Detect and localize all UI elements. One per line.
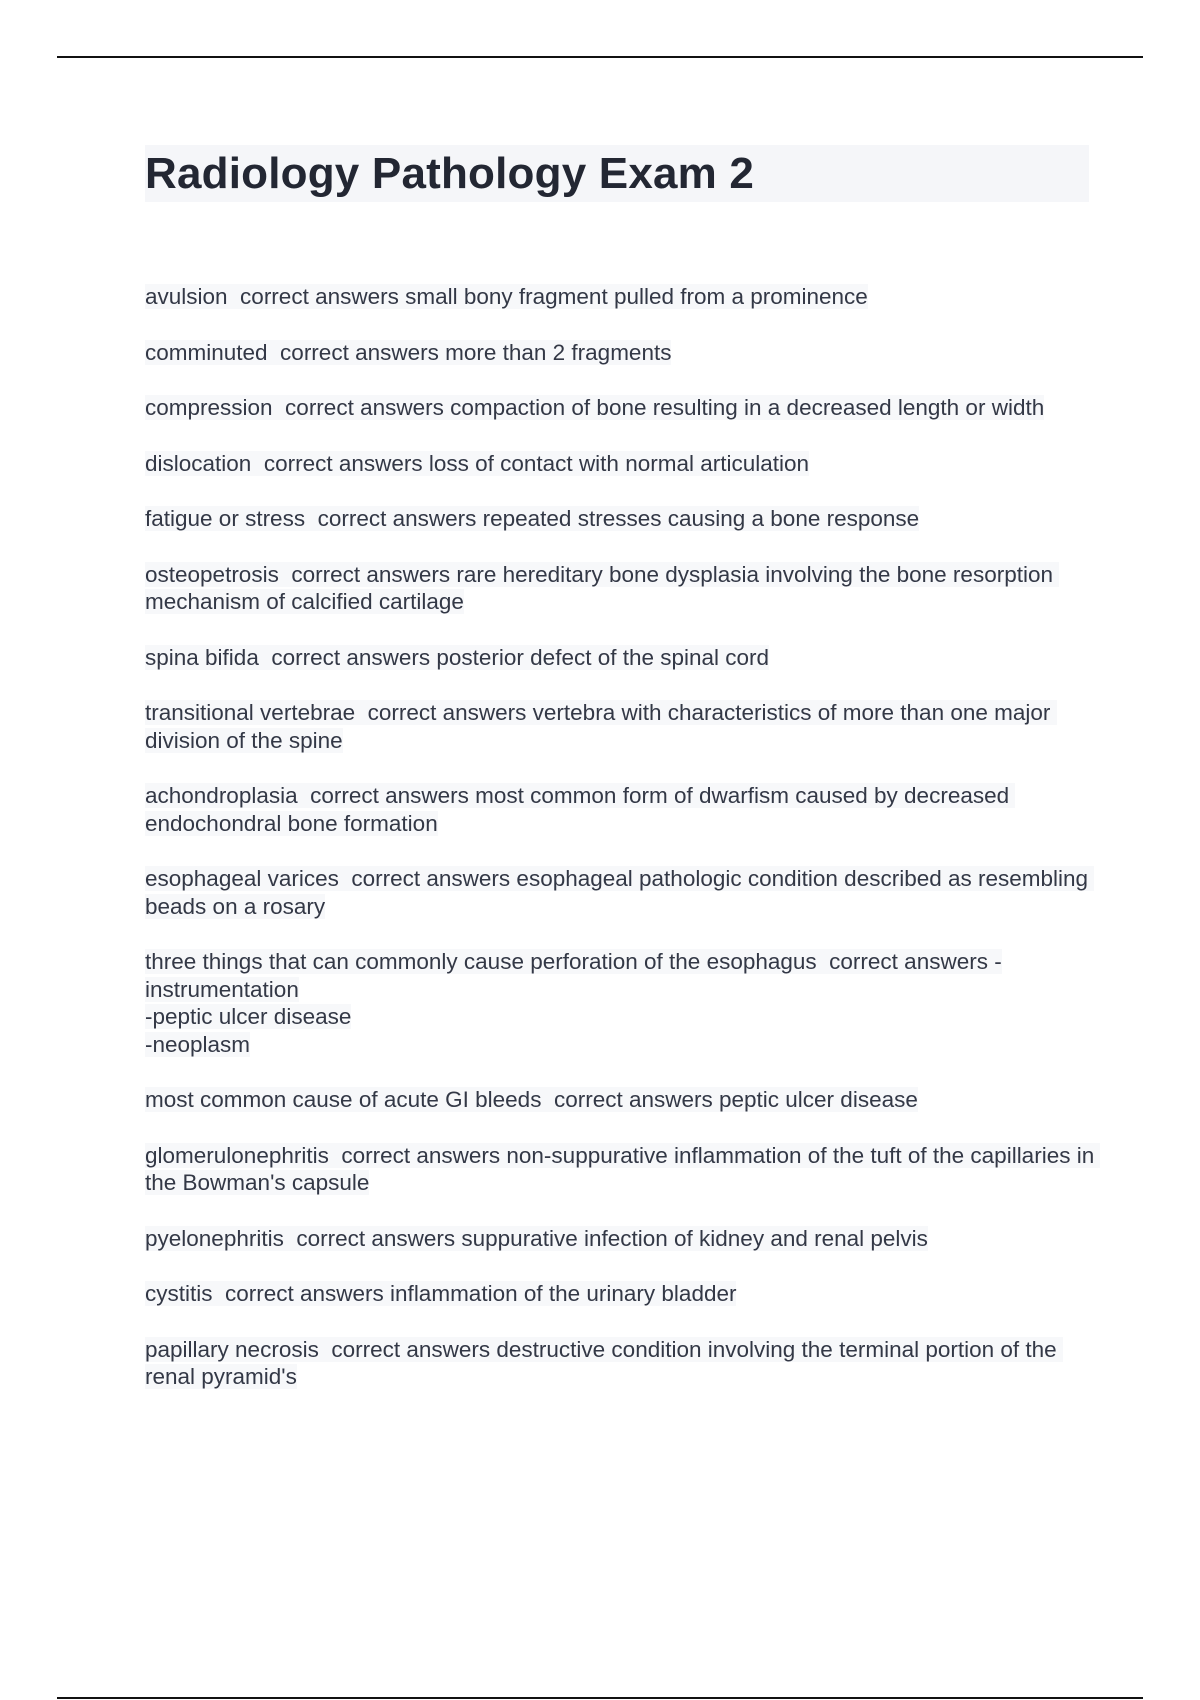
entry-text: pyelonephritis correct answers suppurative infection of kidney and renal pelvis <box>145 1225 928 1251</box>
flashcard-list <box>145 283 1101 1419</box>
list-item <box>145 782 1095 837</box>
list-item <box>145 948 1095 1058</box>
entry-text: osteopetrosis correct answers rare hereditary bone dysplasia involving the bone resorption mechanism of calcified cartilage <box>145 561 1060 614</box>
entry-text: avulsion correct answers small bony fragment pulled from a prominence <box>145 284 868 309</box>
list-item <box>145 1225 1095 1253</box>
list-item <box>145 1142 1101 1197</box>
document-title: Radiology Pathology Exam 2 <box>145 145 1089 202</box>
list-item <box>145 283 1095 311</box>
list-item <box>145 339 1095 367</box>
list-item <box>145 1280 1095 1308</box>
entry-text: most common cause of acute GI bleeds correct answers peptic ulcer disease <box>145 1087 918 1112</box>
entry-text: dislocation correct answers loss of contact with normal articulation <box>145 450 810 476</box>
list-item <box>145 505 1095 533</box>
list-item <box>145 644 1095 672</box>
list-item <box>145 1336 1095 1391</box>
bottom-divider <box>57 1697 1143 1699</box>
list-item <box>145 394 1095 422</box>
entry-text: compression correct answers compaction of bone resulting in a decreased length or width <box>145 395 1045 420</box>
entry-text: three things that can commonly cause perforation of the esophagus correct answers -instrumentation -peptic ulcer disease -neoplasm <box>145 949 1002 1057</box>
entry-text: papillary necrosis correct answers destructive condition involving the terminal portion of the renal pyramid's <box>145 1336 1063 1389</box>
list-item <box>145 865 1095 920</box>
entry-text: achondroplasia correct answers most common form of dwarfism caused by decreased endochondral bone formation <box>145 783 1016 836</box>
entry-text: comminuted correct answers more than 2 fragments <box>145 339 672 365</box>
entry-text: cystitis correct answers inflammation of the urinary bladder <box>145 1281 737 1306</box>
entry-text: transitional vertebrae correct answers vertebra with characteristics of more than one major division of the spine <box>145 700 1057 753</box>
list-item <box>145 699 1095 754</box>
list-item <box>145 561 1095 616</box>
list-item <box>145 450 1095 478</box>
entry-text: esophageal varices correct answers esophageal pathologic condition described as resembling beads on a rosary <box>145 866 1095 919</box>
entry-text: spina bifida correct answers posterior defect of the spinal cord <box>145 644 770 670</box>
entry-text: glomerulonephritis correct answers non-suppurative inflammation of the tuft of the capillaries in the Bowman's capsule <box>145 1142 1101 1195</box>
top-divider <box>57 56 1143 58</box>
list-item <box>145 1086 1095 1114</box>
entry-text: fatigue or stress correct answers repeated stresses causing a bone response <box>145 506 920 531</box>
